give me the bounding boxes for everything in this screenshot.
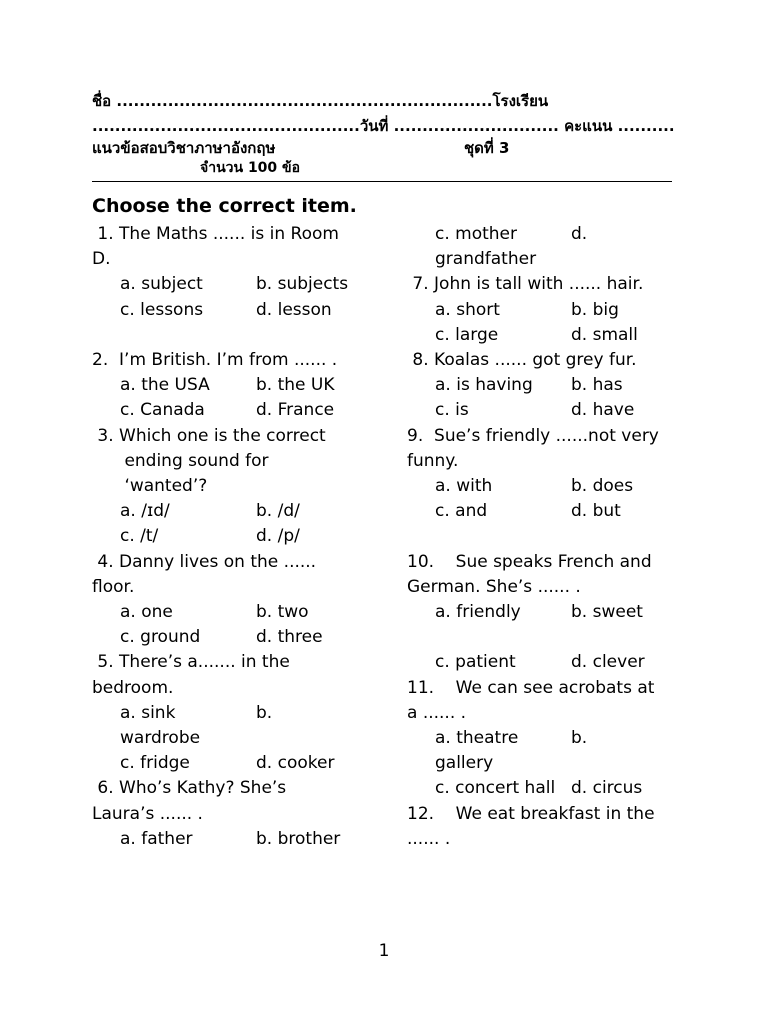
option: d. three	[256, 627, 323, 648]
option: a. is having	[435, 375, 533, 396]
question-11-line-1: 11. We can see acrobats at	[407, 677, 655, 698]
q8-options-row-2	[407, 398, 675, 423]
option: d. clever	[571, 652, 645, 673]
option: a. /ɪd/	[120, 501, 170, 522]
question-4-line-1: 4. Danny lives on the ......	[92, 551, 317, 572]
option: b.	[571, 728, 588, 749]
option: b. brother	[256, 828, 341, 849]
question-5-line-2: bedroom.	[92, 677, 174, 698]
q11-options-row-2	[407, 776, 675, 801]
q3-options-row-2	[92, 524, 360, 549]
q2-options-row-1	[92, 373, 360, 398]
question-3-line-2: ending sound for	[92, 450, 269, 471]
option: b. subjects	[256, 274, 349, 295]
left-column	[92, 222, 360, 852]
question-10-line-1: 10. Sue speaks French and	[407, 551, 652, 572]
q9-options-row-1	[407, 474, 675, 499]
option-wrap: gallery	[435, 753, 494, 774]
question-4-line-2: floor.	[92, 576, 135, 597]
page-number: 1	[378, 941, 390, 961]
option: b. /d/	[256, 501, 300, 522]
option: b. has	[571, 375, 623, 396]
option: a. sink	[120, 702, 176, 723]
question-5-line-1: 5. There’s a....... in the	[92, 652, 290, 673]
question-9-line-2: funny.	[407, 450, 459, 471]
q5-options-row-2	[92, 751, 360, 776]
option: b. big	[571, 299, 619, 320]
question-9-line-1: 9. Sue’s friendly ......not very	[407, 425, 659, 446]
set-label: ชุดที่ 3	[464, 139, 510, 157]
option: b. two	[256, 602, 309, 623]
q9-options-row-2	[407, 499, 675, 524]
q1-options-row-2	[92, 298, 360, 323]
question-1-line-2: D.	[92, 249, 111, 270]
option: c. concert hall	[435, 778, 556, 799]
option: c. /t/	[120, 526, 159, 547]
question-7: 7. John is tall with ...... hair.	[407, 274, 644, 295]
option: c. patient	[435, 652, 516, 673]
option: c. is	[435, 400, 469, 421]
section-title: Choose the correct item.	[92, 195, 357, 217]
option: d. cooker	[256, 753, 335, 774]
question-3-line-3: ‘wanted’?	[92, 476, 208, 497]
q4-options-row-2	[92, 625, 360, 650]
option: b.	[256, 702, 273, 723]
question-1-line-1: 1. The Maths ...... is in Room	[92, 224, 339, 244]
question-3-line-1: 3. Which one is the correct	[92, 425, 326, 446]
option: c. and	[435, 501, 488, 522]
option: d. circus	[571, 778, 643, 799]
right-column	[407, 222, 675, 852]
name-school-line: ชื่อ ..................................................................โรงเรียน	[92, 92, 549, 110]
question-count: จำนวน 100 ข้อ	[200, 160, 301, 176]
option-wrap: wardrobe	[120, 728, 201, 749]
subject-label: แนวข้อสอบวิชาภาษาอังกฤษ	[92, 139, 276, 157]
spacer	[407, 625, 675, 650]
question-12-line-2: ...... .	[407, 828, 451, 849]
q8-options-row-1	[407, 373, 675, 398]
option: a. theatre	[435, 728, 519, 749]
q7-options-row-2	[407, 323, 675, 348]
option: c. large	[435, 324, 499, 345]
q1-options-row-1	[92, 272, 360, 297]
q3-options-row-1	[92, 499, 360, 524]
option: d. lesson	[256, 299, 332, 320]
q10-options-row-1	[407, 600, 675, 625]
option: c. lessons	[120, 299, 204, 320]
option: b. sweet	[571, 602, 643, 623]
option: c. ground	[120, 627, 201, 648]
option: c. mother	[435, 224, 518, 244]
q6-options-row-wrap	[407, 247, 675, 272]
q11-options-row-wrap	[407, 751, 675, 776]
option: b. does	[571, 476, 634, 497]
option: c. Canada	[120, 400, 205, 421]
spacer	[407, 524, 675, 549]
q7-options-row-1	[407, 298, 675, 323]
option: a. father	[120, 828, 193, 849]
q5-options-row-1	[92, 701, 360, 726]
option: a. friendly	[435, 602, 521, 623]
option: a. short	[435, 299, 500, 320]
option: d. but	[571, 501, 621, 522]
option: d. small	[571, 324, 638, 345]
option: d. have	[571, 400, 635, 421]
date-score-line: ...............................................วันที่ ............................. คะแนน ..........	[92, 117, 675, 135]
question-8: 8. Koalas ...... got grey fur.	[407, 350, 637, 371]
q2-options-row-2	[92, 398, 360, 423]
question-10-line-2: German. She’s ...... .	[407, 576, 581, 597]
q6-options-row-1	[92, 827, 360, 852]
question-2: 2. I’m British. I’m from ...... .	[92, 350, 338, 370]
option: d. /p/	[256, 526, 300, 547]
option: a. with	[435, 476, 493, 497]
question-11-line-2: a ...... .	[407, 702, 467, 723]
option: d.	[571, 224, 588, 244]
q11-options-row-1	[407, 726, 675, 751]
option: d. France	[256, 400, 335, 421]
question-12-line-1: 12. We eat breakfast in the	[407, 803, 655, 824]
q4-options-row-1	[92, 600, 360, 625]
q10-options-row-2	[407, 650, 675, 675]
spacer	[92, 323, 360, 348]
q6-options-row-2	[407, 222, 675, 247]
option: a. subject	[120, 274, 203, 295]
question-6-line-1: 6. Who’s Kathy? She’s	[92, 778, 287, 799]
option: a. the USA	[120, 375, 210, 396]
option: a. one	[120, 602, 173, 623]
header-divider	[92, 181, 672, 182]
question-6-line-2: Laura’s ...... .	[92, 803, 203, 824]
q5-options-row-wrap	[92, 726, 360, 751]
option: c. fridge	[120, 753, 190, 774]
option-wrap: grandfather	[435, 249, 537, 270]
option: b. the UK	[256, 375, 335, 396]
